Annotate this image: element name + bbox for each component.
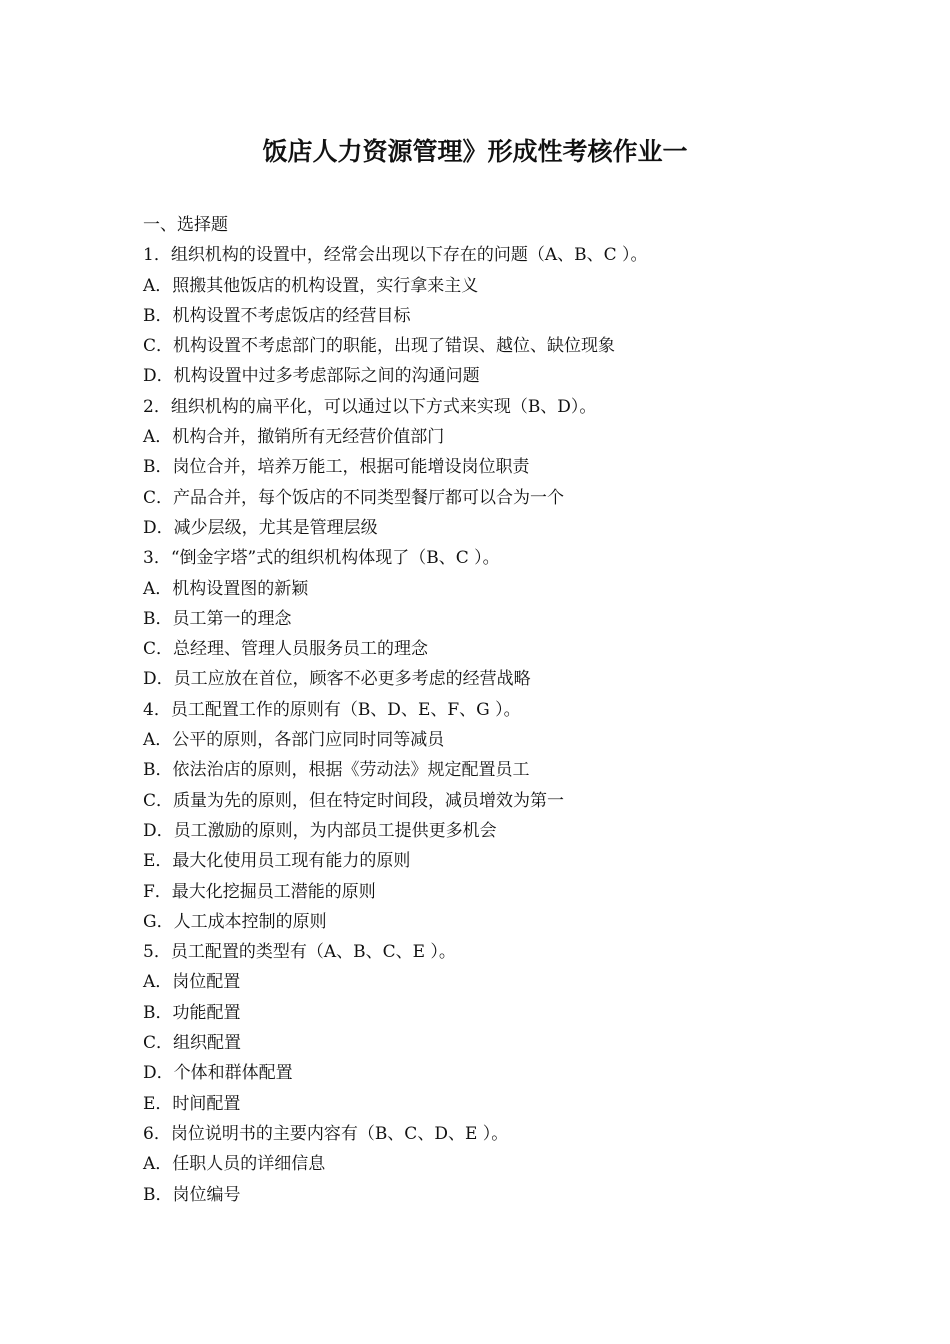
question-option: G．人工成本控制的原则 [143, 911, 327, 932]
question-option: D．个体和群体配置 [143, 1063, 293, 1084]
question-option: A．公平的原则，各部门应同时同等减员 [143, 730, 445, 751]
question-option: E．时间配置 [143, 1093, 241, 1114]
question-option: A．任职人员的详细信息 [143, 1154, 326, 1175]
question-block [143, 937, 903, 1119]
question-option: C．总经理、管理人员服务员工的理念 [143, 639, 429, 660]
question-option: C．机构设置不考虑部门的职能，出现了错误、越位、缺位现象 [143, 336, 616, 357]
question-stem: 2．组织机构的扁平化，可以通过以下方式来实现（B、D）。 [143, 396, 597, 417]
question-block [143, 240, 903, 391]
question-option: A．机构设置图的新颖 [143, 578, 309, 599]
question-block [143, 695, 903, 937]
question-option: B．员工第一的理念 [143, 608, 292, 629]
question-block [143, 1119, 903, 1210]
question-stem: 6．岗位说明书的主要内容有（B、C、D、E ）。 [143, 1123, 509, 1144]
question-option: C．产品合并，每个饭店的不同类型餐厅都可以合为一个 [143, 487, 565, 508]
question-stem: 4．员工配置工作的原则有（B、D、E、F、G ）。 [143, 699, 521, 720]
question-option: C．质量为先的原则，但在特定时间段，减员增效为第一 [143, 790, 565, 811]
question-option: E．最大化使用员工现有能力的原则 [143, 851, 411, 872]
question-stem: 3．“倒金字塔”式的组织机构体现了（B、C ）。 [143, 548, 500, 569]
document-body [143, 210, 903, 1210]
question-option: B．依法治店的原则，根据《劳动法》规定配置员工 [143, 760, 530, 781]
question-stem: 1．组织机构的设置中，经常会出现以下存在的问题（A、B、C ）。 [143, 245, 648, 266]
question-stem: 5．员工配置的类型有（A、B、C、E ）。 [143, 942, 456, 963]
section-heading: 一、选择题 [143, 215, 228, 235]
question-option: D．员工应放在首位，顾客不必更多考虑的经营战略 [143, 669, 531, 690]
question-option: B．机构设置不考虑饭店的经营目标 [143, 305, 411, 326]
question-option: D．减少层级，尤其是管理层级 [143, 517, 378, 538]
question-option: C．组织配置 [143, 1033, 242, 1054]
question-block [143, 543, 903, 694]
question-option: B．岗位编号 [143, 1184, 241, 1205]
document-title: 饭店人力资源管理》形成性考核作业一 [262, 137, 688, 166]
question-option: A．机构合并，撤销所有无经营价值部门 [143, 427, 445, 448]
question-option: A．照搬其他饭店的机构设置，实行拿来主义 [143, 275, 479, 296]
question-option: F．最大化挖掘员工潜能的原则 [143, 881, 376, 902]
question-option: B．岗位合并，培养万能工，根据可能增设岗位职责 [143, 457, 530, 478]
question-option: D．员工激励的原则，为内部员工提供更多机会 [143, 820, 497, 841]
question-option: D．机构设置中过多考虑部际之间的沟通问题 [143, 366, 480, 387]
question-option: B．功能配置 [143, 1002, 241, 1023]
question-block [143, 392, 903, 543]
question-option: A．岗位配置 [143, 972, 241, 993]
